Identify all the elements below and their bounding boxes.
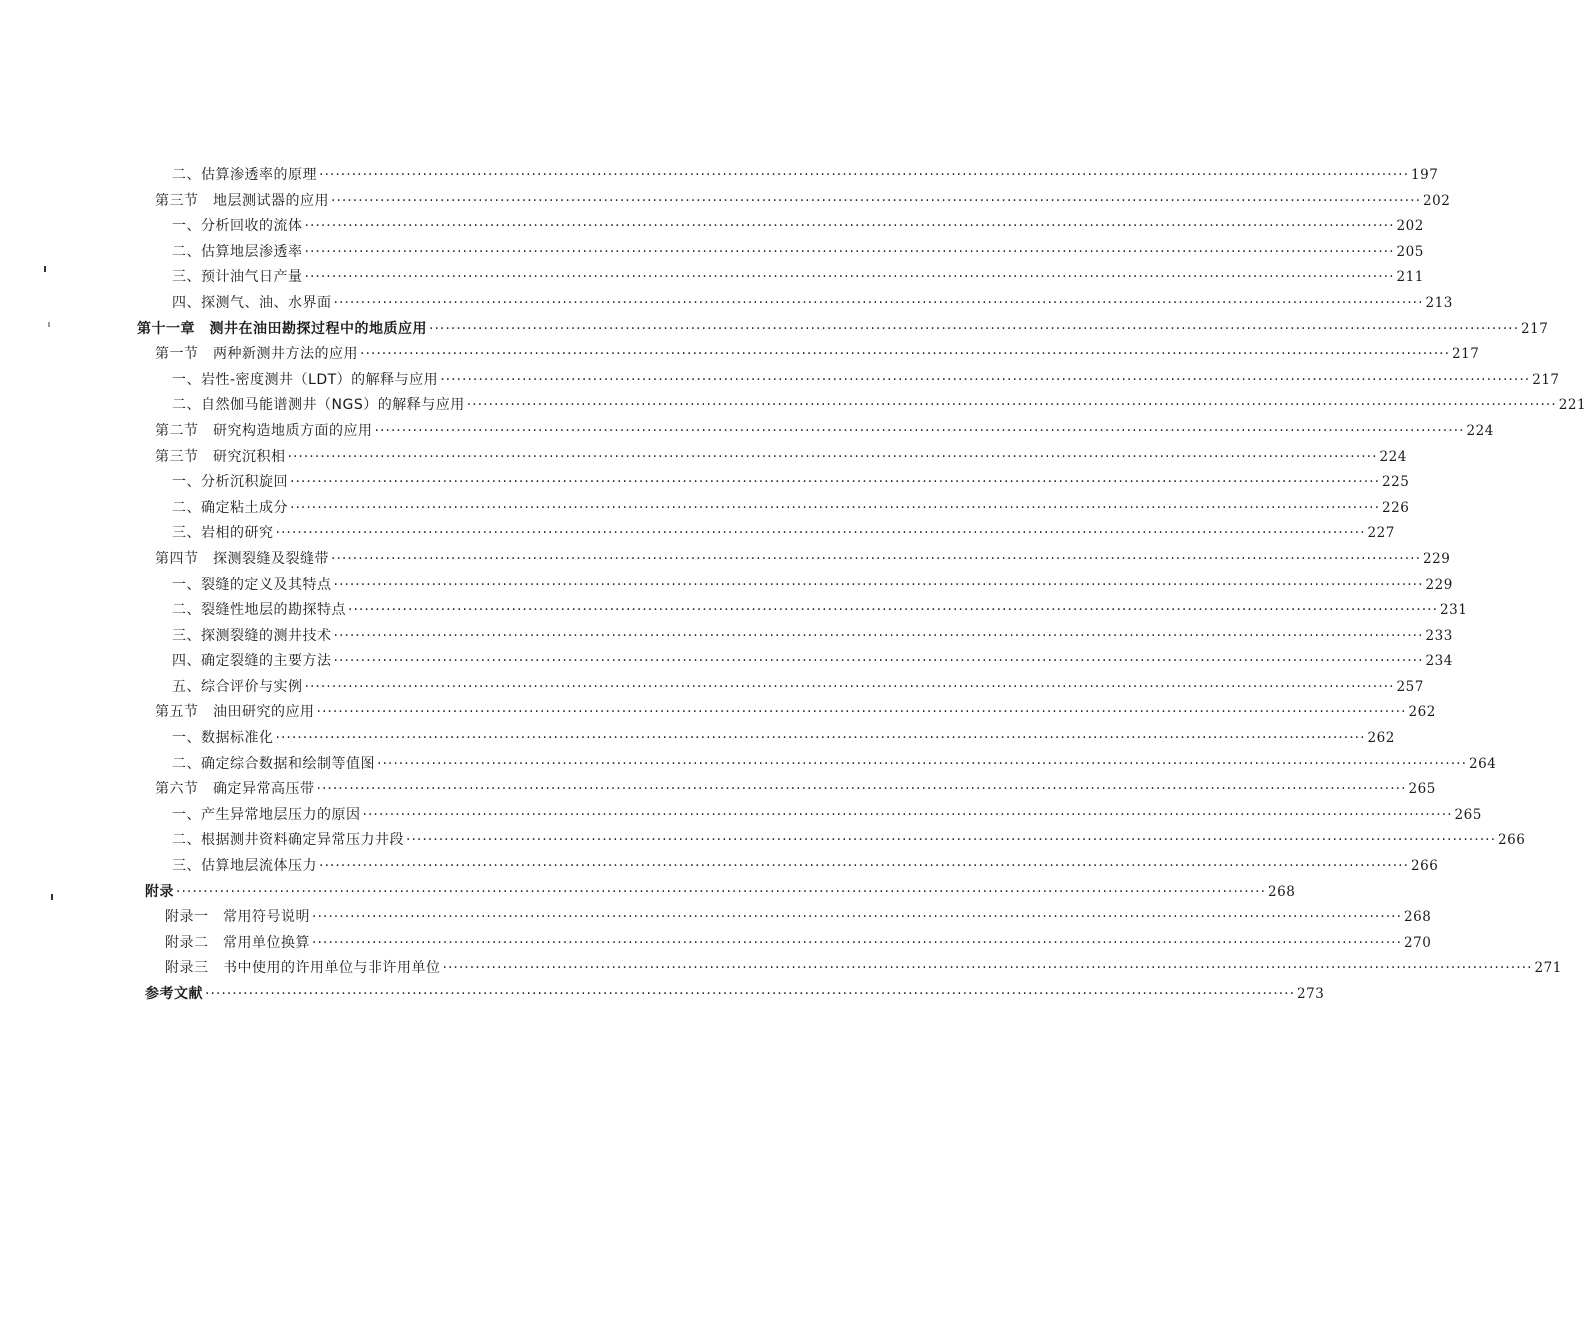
scan-speck	[44, 266, 46, 272]
toc-page-number: 271	[1534, 960, 1562, 977]
toc-entry-line	[172, 854, 1439, 880]
toc-page-number: 266	[1498, 832, 1526, 849]
toc-page-number: 217	[1521, 320, 1549, 337]
toc-page-number: 265	[1408, 781, 1436, 798]
toc-entry	[0, 573, 1453, 599]
toc-page-number: 229	[1425, 576, 1453, 593]
toc-entry	[0, 982, 1325, 1008]
toc-entry-title: 一、岩性-密度测井（LDT）的解释与应用	[172, 371, 439, 388]
toc-page-number: 224	[1466, 422, 1494, 439]
dot-leader: ········································································································································································································	[304, 678, 1395, 695]
toc-entry-line	[172, 828, 1526, 854]
toc-entry	[0, 419, 1494, 445]
toc-entry	[0, 598, 1468, 624]
toc-entry-title: 三、探测裂缝的测井技术	[172, 627, 332, 644]
toc-entry-line	[172, 496, 1410, 522]
toc-page-number: 262	[1367, 730, 1395, 747]
toc-page-number: 227	[1367, 525, 1395, 542]
toc-page-number: 197	[1411, 167, 1439, 183]
dot-leader: ········································································································································································································	[176, 883, 1267, 900]
toc-entry	[0, 803, 1482, 829]
toc-page-number: 273	[1297, 986, 1325, 1002]
dot-leader: ········································································································································································································	[331, 192, 1422, 209]
toc-entry	[0, 521, 1395, 547]
toc-page-number: 224	[1379, 448, 1407, 465]
toc-entry	[0, 445, 1407, 471]
toc-page-number: 217	[1452, 346, 1480, 363]
toc-entry-title: 三、岩相的研究	[172, 525, 274, 542]
dot-leader: ········································································································································································································	[333, 653, 1424, 670]
dot-leader: ········································································································································································································	[377, 755, 1468, 772]
toc-entry-line	[155, 189, 1451, 215]
toc-entry	[0, 956, 1562, 982]
toc-page-number: 217	[1532, 371, 1560, 388]
toc-entry-title: 一、数据标准化	[172, 730, 274, 747]
toc-entry	[0, 905, 1432, 931]
toc-page-number: 213	[1425, 294, 1453, 311]
toc-entry-line	[172, 752, 1497, 778]
dot-leader: ········································································································································································································	[319, 167, 1410, 183]
toc-entry-line	[172, 803, 1482, 829]
toc-entry	[0, 368, 1560, 394]
dot-leader: ········································································································································································································	[333, 294, 1424, 311]
toc-entry-title: 第二节 研究构造地质方面的应用	[155, 422, 373, 439]
dot-leader: ········································································································································································································	[348, 602, 1439, 619]
toc-entry-title: 附录一 常用符号说明	[165, 909, 310, 926]
toc-page-number: 268	[1268, 883, 1296, 900]
dot-leader: ········································································································································································································	[304, 243, 1395, 260]
toc-entry-title: 二、确定综合数据和绘制等值图	[172, 755, 375, 772]
toc-entry-line	[172, 368, 1560, 394]
dot-leader: ········································································································································································································	[205, 986, 1296, 1002]
toc-page-number: 262	[1408, 704, 1436, 721]
toc-entry	[0, 189, 1451, 215]
toc-entry-title: 第一节 两种新测井方法的应用	[155, 346, 358, 363]
toc-entry-line	[172, 163, 1439, 189]
dot-leader: ········································································································································································································	[442, 960, 1533, 977]
dot-leader: ········································································································································································································	[333, 576, 1424, 593]
dot-leader: ········································································································································································································	[374, 422, 1465, 439]
toc-entry-title: 一、裂缝的定义及其特点	[172, 576, 332, 593]
toc-entry-line	[155, 445, 1407, 471]
dot-leader: ········································································································································································································	[319, 858, 1410, 875]
toc-entry-line	[165, 956, 1562, 982]
dot-leader: ········································································································································································································	[275, 730, 1366, 747]
toc-entry	[0, 752, 1497, 778]
toc-page-number: 257	[1396, 678, 1424, 695]
toc-entry	[0, 931, 1432, 957]
toc-entry	[0, 470, 1410, 496]
toc-entry-title: 第五节 油田研究的应用	[155, 704, 315, 721]
dot-leader: ········································································································································································································	[362, 806, 1453, 823]
toc-page-number: 221	[1558, 397, 1586, 414]
toc-entry-line	[145, 982, 1325, 1008]
toc-entry-title: 三、估算地层流体压力	[172, 858, 317, 875]
toc-entry	[0, 649, 1453, 675]
toc-entry	[0, 291, 1453, 317]
toc-entry-title: 四、探测气、油、水界面	[172, 294, 332, 311]
dot-leader: ········································································································································································································	[333, 627, 1424, 644]
toc-entry-line	[155, 419, 1494, 445]
toc-page-number: 229	[1423, 550, 1451, 567]
toc-entry	[0, 726, 1395, 752]
toc-entry	[0, 265, 1424, 291]
dot-leader: ········································································································································································································	[360, 346, 1451, 363]
toc-entry-title: 一、产生异常地层压力的原因	[172, 806, 361, 823]
toc-entry-title: 第十一章 测井在油田勘探过程中的地质应用	[137, 320, 427, 337]
toc-entry	[0, 163, 1439, 189]
toc-entry-title: 附录	[145, 883, 174, 900]
dot-leader: ········································································································································································································	[331, 550, 1422, 567]
toc-entry-line	[172, 649, 1453, 675]
toc-page-number: 270	[1404, 934, 1432, 951]
toc-entry-title: 二、裂缝性地层的勘探特点	[172, 602, 346, 619]
toc-entry-title: 四、确定裂缝的主要方法	[172, 653, 332, 670]
table-of-contents	[0, 163, 1586, 1008]
dot-leader: ········································································································································································································	[275, 525, 1366, 542]
toc-entry-line	[165, 931, 1432, 957]
toc-page-number: 266	[1411, 858, 1439, 875]
toc-entry	[0, 777, 1436, 803]
dot-leader: ········································································································································································································	[304, 218, 1395, 235]
toc-entry	[0, 393, 1586, 419]
toc-entry-title: 二、估算渗透率的原理	[172, 167, 317, 183]
dot-leader: ········································································································································································································	[466, 397, 1557, 414]
toc-entry-line	[172, 214, 1424, 240]
toc-entry-line	[172, 675, 1424, 701]
toc-entry-line	[172, 726, 1395, 752]
dot-leader: ········································································································································································································	[312, 909, 1403, 926]
scan-speck	[51, 894, 53, 900]
toc-entry	[0, 828, 1526, 854]
toc-entry	[0, 240, 1424, 266]
dot-leader: ········································································································································································································	[406, 832, 1497, 849]
toc-entry-line	[172, 521, 1395, 547]
dot-leader: ········································································································································································································	[312, 934, 1403, 951]
toc-entry-line	[172, 624, 1453, 650]
dot-leader: ········································································································································································································	[440, 371, 1531, 388]
toc-entry-line	[172, 265, 1424, 291]
toc-entry	[0, 317, 1549, 343]
toc-page-number: 225	[1382, 474, 1410, 491]
toc-page-number: 265	[1454, 806, 1482, 823]
toc-entry-line	[172, 470, 1410, 496]
scan-speck	[48, 322, 50, 327]
toc-entry-line	[172, 240, 1424, 266]
toc-page-number: 264	[1469, 755, 1497, 772]
dot-leader: ········································································································································································································	[287, 448, 1378, 465]
toc-entry	[0, 496, 1410, 522]
toc-entry	[0, 700, 1436, 726]
toc-entry	[0, 342, 1480, 368]
toc-entry-line	[155, 547, 1451, 573]
toc-entry-line	[155, 777, 1436, 803]
toc-entry	[0, 214, 1424, 240]
toc-entry-title: 参考文献	[145, 986, 203, 1002]
dot-leader: ········································································································································································································	[304, 269, 1395, 286]
toc-entry-title: 第六节 确定异常高压带	[155, 781, 315, 798]
toc-entry	[0, 547, 1451, 573]
toc-entry-title: 第三节 地层测试器的应用	[155, 192, 329, 209]
toc-entry-line	[155, 342, 1480, 368]
toc-entry-title: 附录二 常用单位换算	[165, 934, 310, 951]
toc-page-number: 226	[1382, 499, 1410, 516]
toc-page-number: 231	[1440, 602, 1468, 619]
dot-leader: ········································································································································································································	[290, 474, 1381, 491]
toc-entry-title: 一、分析回收的流体	[172, 218, 303, 235]
toc-page-number: 202	[1423, 192, 1451, 209]
toc-page-number: 233	[1425, 627, 1453, 644]
toc-entry-line	[145, 880, 1296, 906]
toc-entry-line	[155, 700, 1436, 726]
toc-entry	[0, 880, 1296, 906]
toc-entry-title: 二、自然伽马能谱测井（NGS）的解释与应用	[172, 397, 465, 414]
dot-leader: ········································································································································································································	[316, 704, 1407, 721]
toc-entry-title: 二、确定粘土成分	[172, 499, 288, 516]
toc-page-number: 205	[1396, 243, 1424, 260]
toc-entry-line	[137, 317, 1549, 343]
toc-entry-title: 二、根据测井资料确定异常压力井段	[172, 832, 404, 849]
toc-page-number: 202	[1396, 218, 1424, 235]
toc-page-number: 268	[1404, 909, 1432, 926]
toc-entry-line	[172, 291, 1453, 317]
toc-entry-title: 第四节 探测裂缝及裂缝带	[155, 550, 329, 567]
toc-entry-title: 二、估算地层渗透率	[172, 243, 303, 260]
toc-entry	[0, 854, 1439, 880]
toc-entry-line	[172, 598, 1468, 624]
toc-page-number: 211	[1396, 269, 1424, 286]
toc-entry-title: 第三节 研究沉积相	[155, 448, 286, 465]
toc-entry-line	[172, 573, 1453, 599]
toc-entry	[0, 624, 1453, 650]
toc-entry-line	[165, 905, 1432, 931]
toc-entry-line	[172, 393, 1586, 419]
dot-leader: ········································································································································································································	[429, 320, 1520, 337]
toc-page-number: 234	[1425, 653, 1453, 670]
toc-entry-title: 三、预计油气日产量	[172, 269, 303, 286]
dot-leader: ········································································································································································································	[316, 781, 1407, 798]
toc-entry-title: 五、综合评价与实例	[172, 678, 303, 695]
toc-entry-title: 一、分析沉积旋回	[172, 474, 288, 491]
toc-entry-title: 附录三 书中使用的许用单位与非许用单位	[165, 960, 441, 977]
dot-leader: ········································································································································································································	[290, 499, 1381, 516]
toc-entry	[0, 675, 1424, 701]
